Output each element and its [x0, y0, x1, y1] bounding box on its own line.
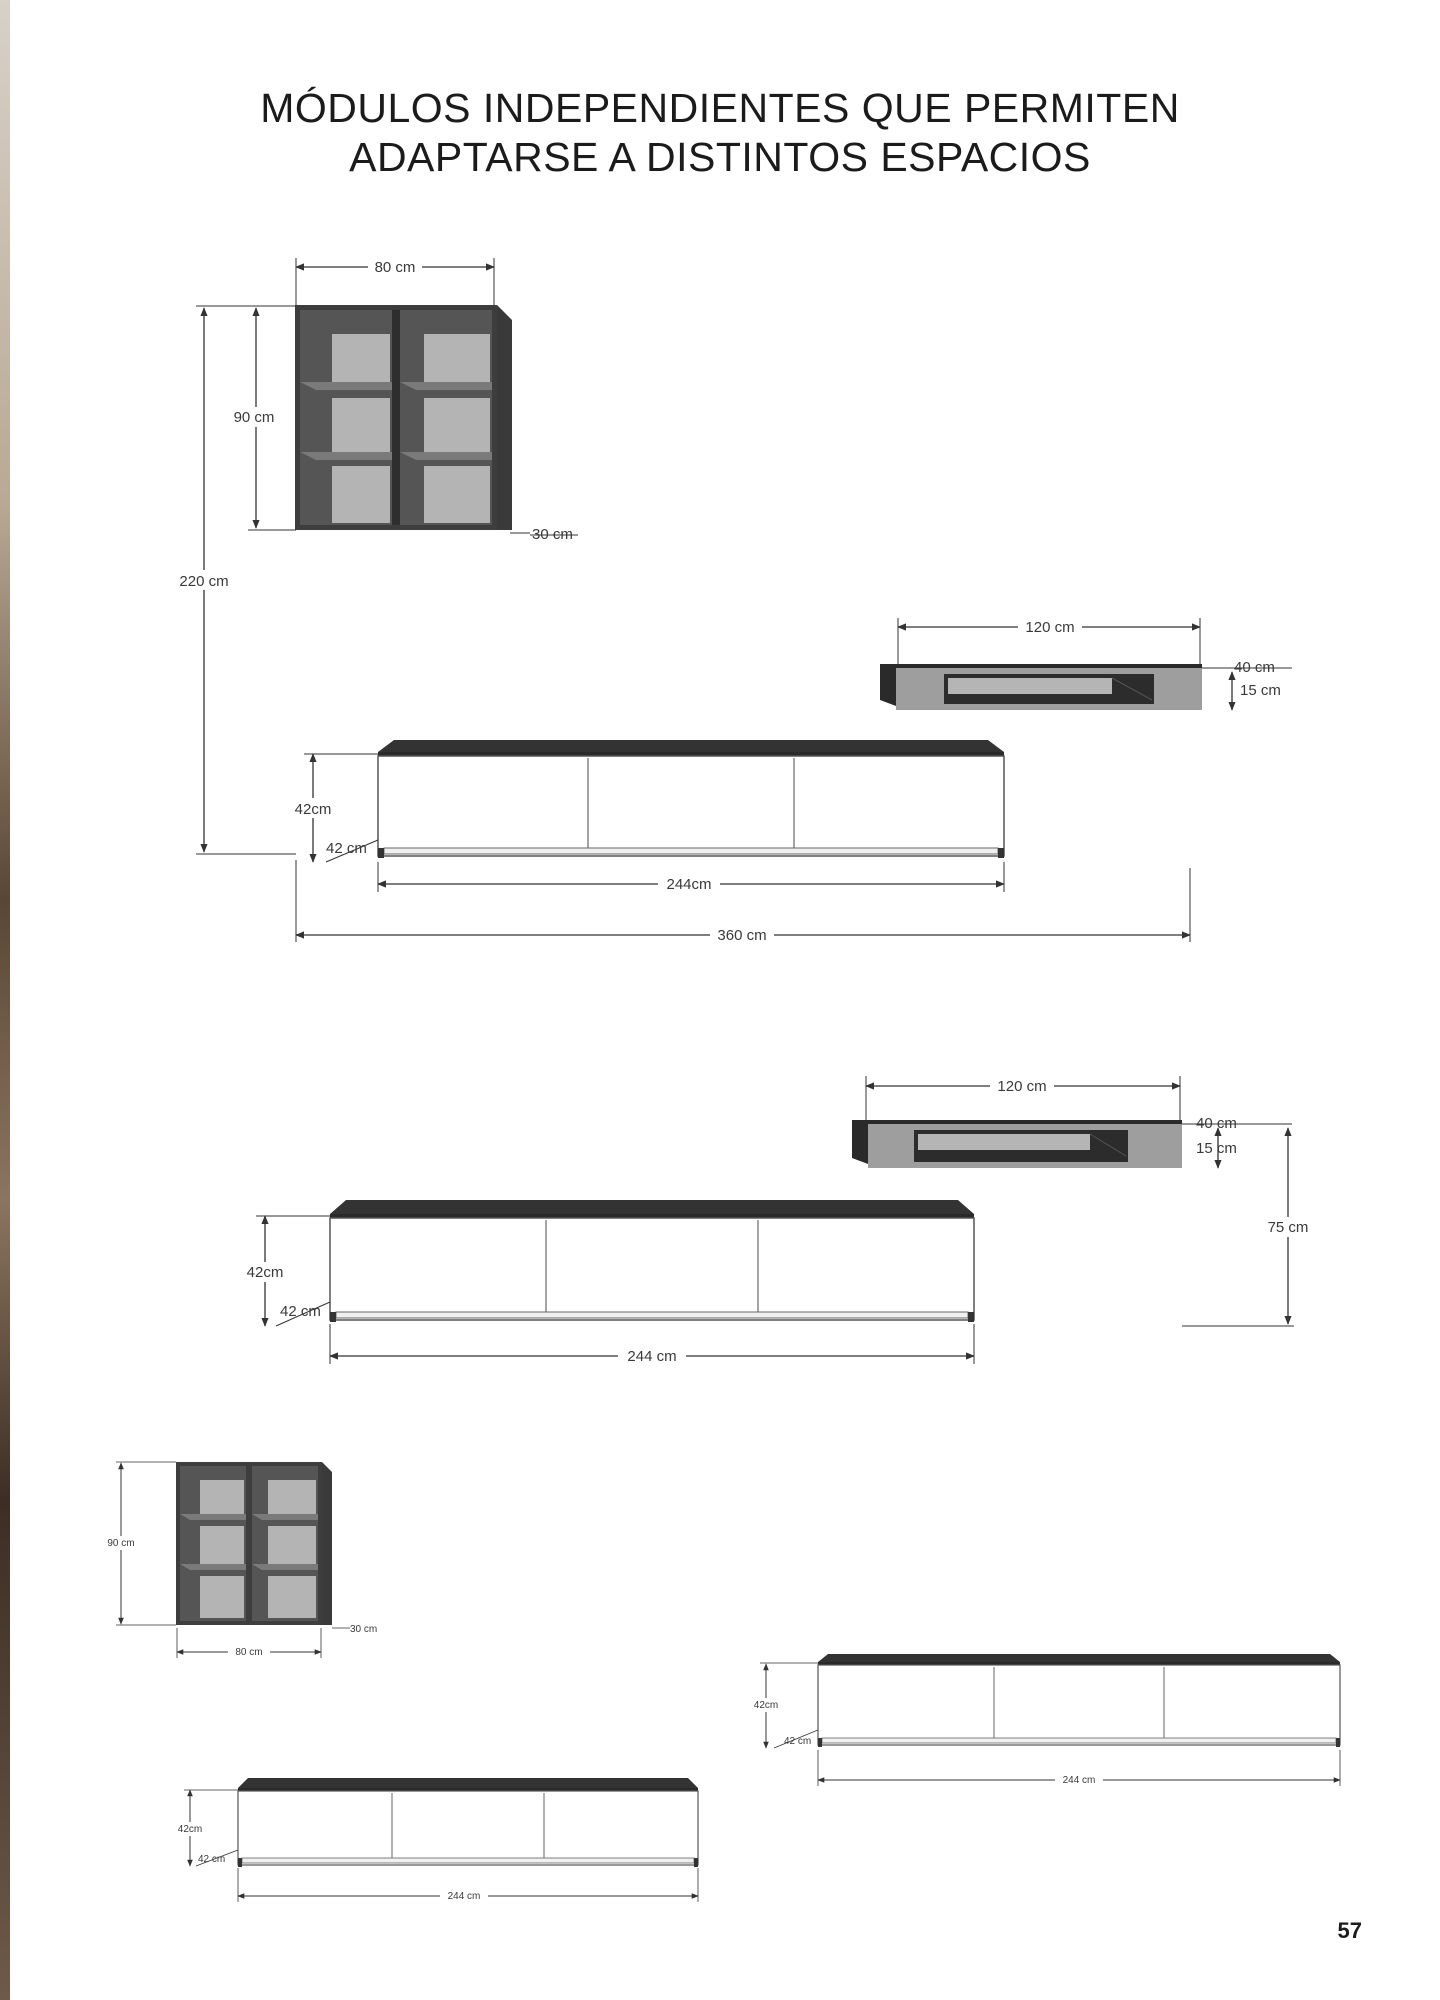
floating-depth-label: 40 cm — [1234, 659, 1275, 676]
shelf-width-label: 80 cm — [374, 259, 416, 276]
floating-elevation-label: 75 cm — [1267, 1219, 1309, 1236]
diagram-2-composition — [240, 1076, 1320, 1366]
sideboard-a-depth-label: 42 cm — [198, 1854, 226, 1865]
diagram-3-composition — [100, 1462, 1340, 1903]
floating-tv-unit-1 — [880, 664, 1202, 710]
wall-shelf-unit-1 — [295, 305, 512, 530]
floating-height-label-2: 15 cm — [1196, 1140, 1237, 1157]
sideboard-depth-label: 42 cm — [326, 840, 367, 857]
sideboard-unit-3b — [818, 1654, 1340, 1747]
small-shelf-depth-label: 30 cm — [350, 1624, 378, 1635]
sideboard-b-height-label: 42cm — [753, 1700, 779, 1711]
sideboard-height-label: 42cm — [294, 801, 332, 818]
title-line-1: MÓDULOS INDEPENDIENTES QUE PERMITEN — [260, 85, 1180, 131]
sideboard-b-depth-label: 42 cm — [784, 1736, 812, 1747]
page-number: 57 — [1337, 1918, 1362, 1943]
sideboard-depth-label-2: 42 cm — [280, 1303, 321, 1320]
floating-height-label: 15 cm — [1240, 682, 1281, 699]
sideboard-unit-1 — [378, 740, 1004, 858]
total-width-label: 360 cm — [717, 927, 767, 944]
small-shelf-width-label: 80 cm — [235, 1647, 263, 1658]
sideboard-unit-3a — [238, 1778, 698, 1867]
floating-depth-label-2: 40 cm — [1196, 1115, 1237, 1132]
sideboard-b-width-label: 244 cm — [1062, 1775, 1096, 1786]
title-line-2: ADAPTARSE A DISTINTOS ESPACIOS — [349, 134, 1091, 180]
sideboard-a-height-label: 42cm — [177, 1824, 203, 1835]
shelf-height-label: 90 cm — [233, 409, 275, 426]
sideboard-width-label-2: 244 cm — [627, 1348, 677, 1365]
sideboard-unit-2 — [330, 1200, 974, 1322]
floating-width-label-2: 120 cm — [997, 1078, 1047, 1095]
small-shelf-height-label: 90 cm — [107, 1538, 135, 1549]
wall-shelf-unit-2 — [176, 1462, 332, 1625]
sideboard-width-label: 244cm — [666, 876, 712, 893]
shelf-depth-label: 30 cm — [532, 526, 573, 543]
sideboard-a-width-label: 244 cm — [447, 1891, 481, 1902]
floating-tv-unit-2 — [852, 1120, 1182, 1168]
floating-width-label: 120 cm — [1025, 619, 1075, 636]
total-height-label: 220 cm — [179, 573, 229, 590]
sideboard-height-label-2: 42cm — [246, 1264, 284, 1281]
diagram-1-composition — [168, 257, 1292, 945]
